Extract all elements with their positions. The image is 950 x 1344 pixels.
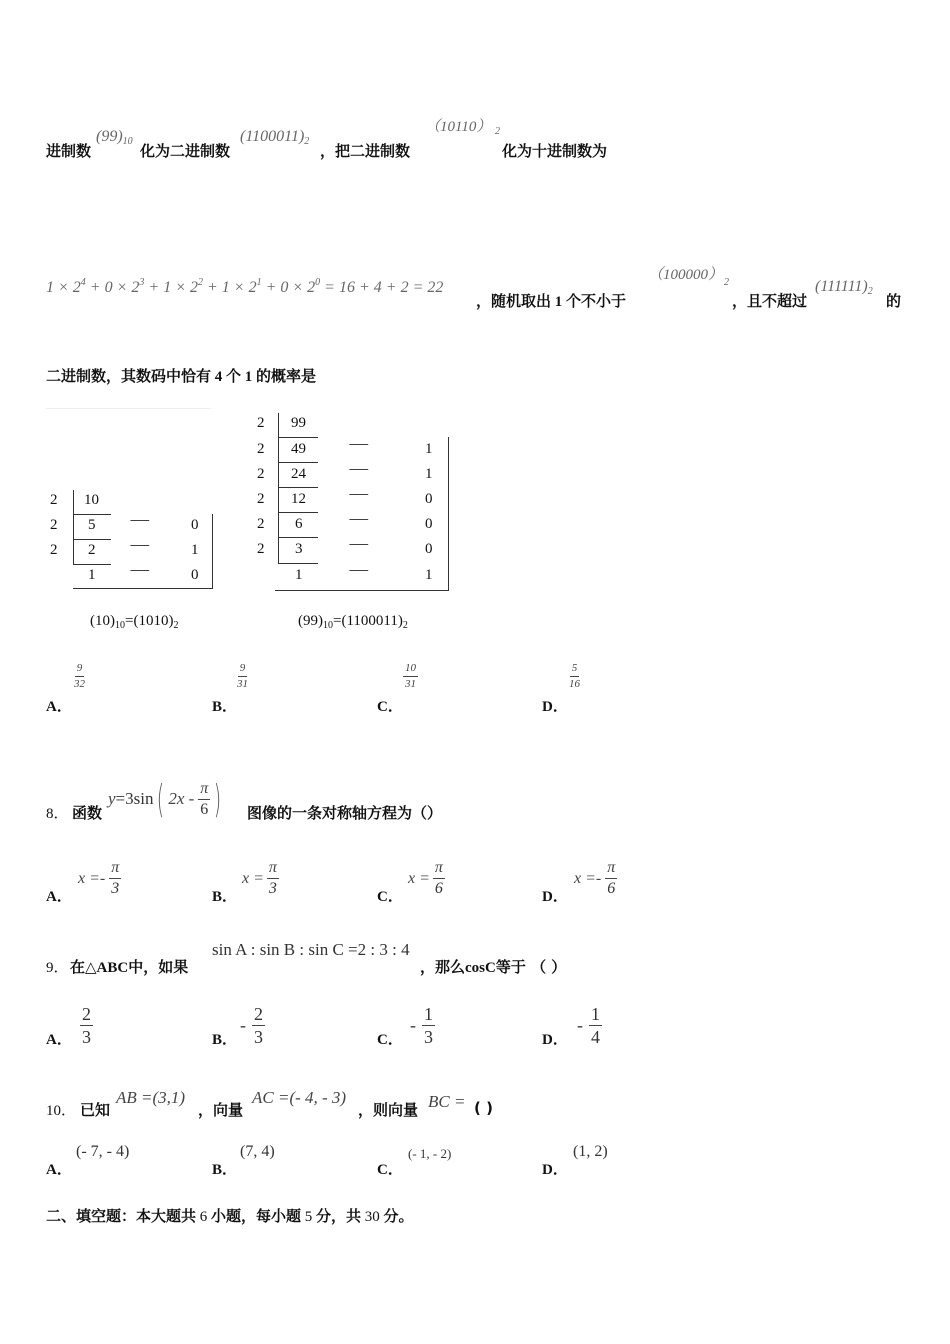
caption-part: (10) [90, 613, 115, 629]
math-1100011-sub: 2 [304, 136, 310, 147]
text-abc: ABC [96, 960, 129, 976]
right-table-hline [278, 512, 318, 513]
right-divisor: 2 [257, 541, 265, 557]
right-divisor: 2 [257, 415, 265, 431]
intro-line-1-text-b: 化为二进制数 [140, 142, 231, 160]
vector-bc: BC = [428, 1092, 466, 1111]
q9-option-d-label: D． [542, 1032, 568, 1048]
frac-den: 3 [111, 880, 120, 897]
frac-num: π [109, 860, 121, 879]
q10-option-c-value: (- 1, - 2) [408, 1146, 452, 1161]
q10-text-b: ，向量 [198, 1101, 244, 1119]
math-111111: (111111) [815, 278, 868, 295]
right-table-hline [278, 437, 318, 438]
formula-exp: 0 [315, 277, 321, 288]
right-dash: -------- [349, 565, 368, 576]
frac-den: 6 [607, 880, 616, 897]
frac-num: π [198, 781, 210, 800]
q7-option-d-label: D． [542, 699, 568, 715]
text-binary-digits: 二进制数，其数码中恰有 [46, 367, 212, 385]
left-table-hline [73, 564, 111, 565]
vector-ab: AB =(3,1) [116, 1088, 186, 1107]
frac-den: 31 [237, 678, 248, 690]
text-ge: 个 [226, 367, 242, 385]
frac-den: 31 [405, 678, 416, 690]
left-remainder: 0 [191, 567, 199, 583]
q10-option-a-value: (- 7, - 4) [76, 1143, 130, 1160]
math-99: (99) [96, 128, 123, 145]
caption-sub: 2 [173, 620, 179, 631]
left-divisor: 2 [50, 492, 58, 508]
left-remainder: 0 [191, 517, 199, 533]
q9-ratio: sin A : sin B : sin C =2 : 3 : 4 [212, 940, 410, 959]
formula-part: + 0 × 2 [85, 279, 140, 296]
intro-line-3 [46, 365, 316, 386]
right-divisor: 2 [257, 491, 265, 507]
q7-option-a-value [74, 663, 85, 690]
intro-line-1-text-a: 进制数 [46, 142, 92, 160]
left-divisor: 2 [50, 542, 58, 558]
formula-part: = 16 + 4 + 2 = 22 [320, 279, 444, 296]
figure-faint-line [46, 408, 211, 409]
right-remainder: 1 [425, 466, 433, 482]
text-then: ，那么 [420, 958, 466, 976]
right-remainder: 1 [425, 441, 433, 457]
heading-number: 30 [364, 1209, 380, 1225]
option-lhs: x =- [574, 869, 602, 887]
q10-number: 10． [46, 1103, 77, 1119]
frac-num: π [605, 860, 617, 879]
q10-text-a: 已知 [80, 1101, 111, 1119]
q8-option-c-label: C． [377, 889, 403, 905]
func-body: =3sin [115, 789, 154, 808]
right-quotient: 6 [295, 516, 303, 532]
right-dash: -------- [349, 489, 368, 500]
frac-den: 3 [254, 1027, 263, 1047]
text-if: 中，如果 [128, 958, 189, 976]
intro-line-2-text-c: 的 [886, 292, 902, 310]
frac-den: 32 [74, 678, 85, 690]
pi-over-6 [198, 781, 210, 818]
heading-part: 二、填空题：本大题共 [46, 1207, 197, 1225]
right-quotient: 99 [291, 415, 306, 431]
right-table-hline [278, 462, 318, 463]
text-cosc: cosC [465, 960, 496, 976]
q8-option-a-value [78, 860, 121, 897]
intro-binary-10110-sub: 2 [495, 126, 500, 137]
number-one: 1 [554, 294, 563, 310]
left-table-hline [73, 514, 111, 515]
intro-line-2-text-b: ，且不超过 [732, 292, 808, 310]
right-divisor: 2 [257, 466, 265, 482]
right-quotient: 3 [295, 541, 303, 557]
q10-vector-ac [252, 1088, 346, 1108]
frac-num: 2 [254, 1004, 263, 1024]
left-paren: ( [157, 777, 165, 821]
text-probability: 的概率是 [256, 367, 317, 385]
q8-text-b: 图像的一条对称轴方程为（） [247, 804, 443, 822]
text-triangle: 在△ [70, 958, 97, 976]
option-lhs: x = [242, 869, 264, 887]
left-quotient: 1 [88, 567, 96, 583]
formula-exp: 1 [256, 277, 262, 288]
q7-option-d-value [569, 663, 580, 690]
q10-option-b-value: (7, 4) [240, 1143, 275, 1160]
frac-num: 1 [424, 1004, 433, 1024]
frac-den: 16 [569, 678, 580, 690]
q9-text-a [70, 956, 188, 977]
formula-part: + 1 × 2 [144, 279, 198, 296]
right-dash: -------- [349, 464, 368, 475]
intro-line-1-text-d: 化为十进制数为 [502, 142, 608, 160]
q8-option-c-value [408, 860, 445, 897]
q10-vector-ab [116, 1088, 185, 1108]
left-division-table [46, 490, 221, 620]
option-lhs: x =- [78, 869, 106, 887]
heading-number: 5 [304, 1209, 313, 1225]
left-table-right-vline [212, 514, 213, 588]
q8-function [108, 777, 225, 821]
frac-num: 9 [238, 663, 248, 677]
right-divisor: 2 [257, 516, 265, 532]
q10-option-b-label: B． [212, 1162, 238, 1178]
left-quotient: 2 [88, 542, 96, 558]
left-caption [90, 613, 178, 631]
section-2-heading [46, 1205, 414, 1226]
q8-option-a-label: A． [46, 889, 72, 905]
q9-text-b [420, 956, 566, 977]
frac-num: 1 [591, 1004, 600, 1024]
caption-part: (99) [298, 613, 323, 629]
right-table-vline [278, 413, 279, 564]
q7-option-b-value [237, 663, 248, 690]
right-dash: -------- [349, 514, 368, 525]
frac-num: π [267, 860, 279, 879]
right-quotient: 49 [291, 441, 306, 457]
q7-option-c-value [403, 663, 418, 690]
q9-option-c-label: C． [377, 1032, 403, 1048]
option-sign: - [410, 1015, 416, 1035]
q8-number: 8． [46, 806, 69, 822]
expansion-formula [46, 277, 443, 297]
right-caption [298, 613, 408, 631]
left-divisor: 2 [50, 517, 58, 533]
right-remainder: 0 [425, 541, 433, 557]
right-quotient: 24 [291, 466, 306, 482]
caption-part: =(1100011) [333, 613, 403, 629]
q8-option-d-value [574, 860, 617, 897]
formula-part: + 0 × 2 [261, 279, 316, 296]
frac-num: 5 [570, 663, 580, 677]
heading-part: 分。 [383, 1207, 414, 1225]
vector-ac: AC =(- 4, - 3) [252, 1088, 347, 1107]
right-quotient: 1 [295, 567, 303, 583]
math-111111-sub: 2 [867, 286, 873, 297]
right-dash: -------- [349, 439, 368, 450]
right-paren: ) [214, 777, 222, 821]
q9-option-c-value [410, 1005, 435, 1046]
caption-sub: 2 [402, 620, 408, 631]
right-table-bottom-line [275, 590, 449, 591]
caption-sub: 10 [323, 620, 333, 631]
intro-binary-1100011 [240, 128, 309, 147]
intro-binary-111111 [815, 278, 873, 297]
formula-exp: 4 [80, 277, 86, 288]
intro-binary-100000-sub: 2 [724, 277, 729, 288]
q9-option-a-label: A． [46, 1032, 72, 1048]
intro-line-2-text [476, 290, 626, 311]
option-sign: - [240, 1015, 246, 1035]
number-one: 1 [244, 369, 253, 385]
func-inner: 2x - [168, 789, 195, 808]
var-y: y [108, 789, 116, 808]
left-dash: -------- [130, 565, 149, 576]
frac-num: π [433, 860, 445, 879]
frac-den: 4 [591, 1027, 600, 1047]
intro-binary-100000: （100000） [648, 267, 724, 283]
right-table-hline [278, 537, 318, 538]
q9-number: 9． [46, 960, 69, 976]
right-divisor: 2 [257, 441, 265, 457]
frac-den: 3 [268, 880, 277, 897]
caption-part: =(1010) [125, 613, 174, 629]
left-quotient: 10 [84, 492, 99, 508]
left-table-hline [73, 539, 111, 540]
formula-part: + 1 × 2 [202, 279, 257, 296]
q10-text-c: ，则向量 [358, 1101, 419, 1119]
q9-option-a-value [80, 1005, 93, 1046]
q8-option-d-label: D． [542, 889, 568, 905]
q9-option-d-value [577, 1005, 602, 1046]
caption-sub: 10 [115, 620, 125, 631]
intro-line-1-text-c: ，把二进制数 [320, 142, 411, 160]
q9-option-b-label: B． [212, 1032, 238, 1048]
text-not-less-than: 个不小于 [566, 292, 627, 310]
left-table-vline [73, 490, 74, 564]
right-table-hline [278, 563, 318, 564]
q7-option-a-label: A． [46, 699, 72, 715]
right-division-table [255, 413, 455, 598]
math-99-sub: 10 [122, 136, 133, 147]
formula-exp: 2 [197, 277, 203, 288]
frac-num: 9 [75, 663, 85, 677]
left-quotient: 5 [88, 517, 96, 533]
intro-decimal-99 [96, 128, 133, 147]
q8-option-b-label: B． [212, 889, 238, 905]
heading-number: 6 [199, 1209, 208, 1225]
q10-option-d-label: D． [542, 1162, 568, 1178]
formula-exp: 3 [139, 277, 145, 288]
q7-option-c-label: C． [377, 699, 403, 715]
q10-option-c-label: C． [377, 1162, 403, 1178]
formula-part: 1 × 2 [46, 279, 81, 296]
frac-den: 3 [424, 1027, 433, 1047]
q10-vector-bc [428, 1092, 465, 1112]
q10-option-d-value: (1, 2) [573, 1143, 608, 1160]
right-table-right-vline [448, 437, 449, 591]
right-remainder: 1 [425, 567, 433, 583]
right-remainder: 0 [425, 516, 433, 532]
frac-den: 6 [434, 880, 443, 897]
q7-option-b-label: B． [212, 699, 238, 715]
math-1100011: (1100011) [240, 128, 305, 145]
option-lhs: x = [408, 869, 430, 887]
text-equals: 等于 （ ） [495, 958, 567, 976]
number-four: 4 [214, 369, 223, 385]
text-random-pick: ，随机取出 [476, 292, 552, 310]
q10-option-a-label: A． [46, 1162, 72, 1178]
q9-option-b-value [240, 1005, 265, 1046]
frac-den: 6 [200, 800, 209, 818]
q8-text-a: 函数 [72, 804, 103, 822]
frac-num: 2 [82, 1004, 91, 1024]
left-remainder: 1 [191, 542, 199, 558]
option-sign: - [577, 1015, 583, 1035]
right-remainder: 0 [425, 491, 433, 507]
right-table-hline [278, 487, 318, 488]
heading-part: 小题，每小题 [211, 1207, 302, 1225]
left-dash: -------- [130, 540, 149, 551]
left-dash: -------- [130, 515, 149, 526]
intro-binary-10110: （10110） [425, 119, 492, 135]
q8-option-b-value [242, 860, 279, 897]
left-table-bottom-line [73, 588, 213, 589]
frac-den: 3 [82, 1027, 91, 1047]
frac-num: 10 [403, 663, 418, 677]
heading-part: 分，共 [316, 1207, 362, 1225]
right-quotient: 12 [291, 491, 306, 507]
right-dash: -------- [349, 539, 368, 550]
q10-text-d: ( ) [474, 1099, 493, 1117]
